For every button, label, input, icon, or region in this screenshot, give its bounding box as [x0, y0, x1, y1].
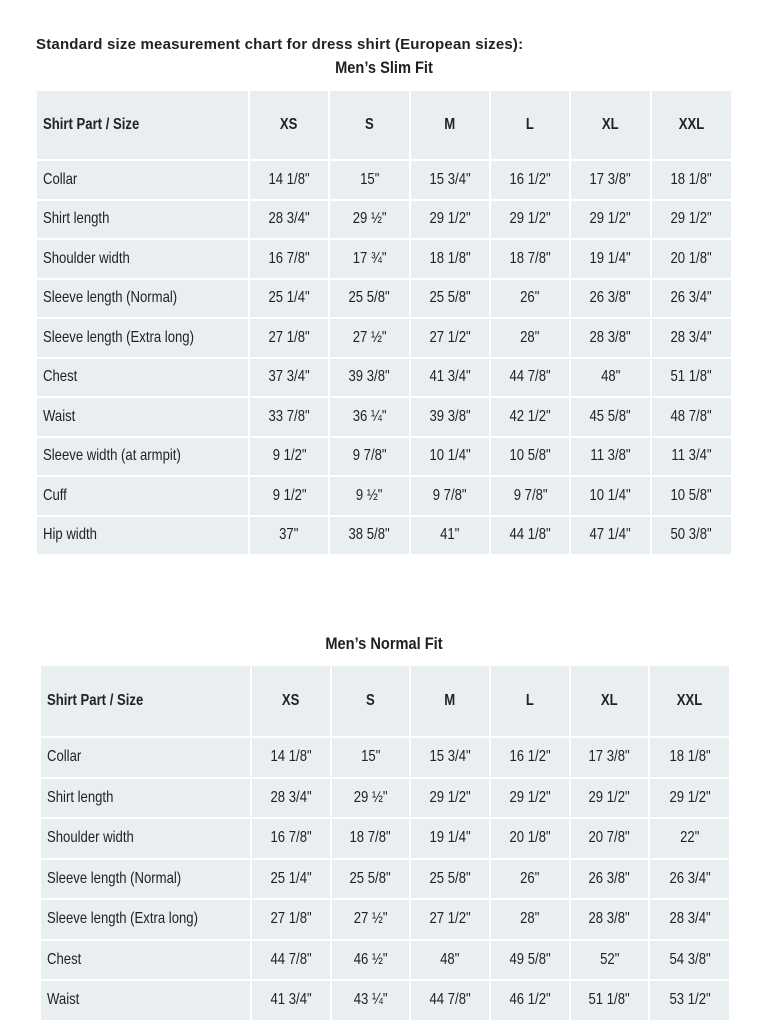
- row-part-label: Collar: [43, 170, 78, 188]
- measurement-value: 29 1/2": [509, 210, 551, 228]
- measurement-cell: [410, 397, 490, 437]
- measurement-value: 9 1/2": [272, 447, 307, 465]
- measurement-cell: [649, 859, 729, 900]
- measurement-cell: [410, 437, 490, 477]
- table-header-row: [37, 91, 731, 160]
- measurement-value: 26 3/8": [589, 289, 632, 307]
- measurement-value: 26": [520, 869, 540, 887]
- measurement-value: 20 7/8": [588, 829, 631, 847]
- measurement-value: 37": [279, 526, 299, 544]
- measurement-cell: [570, 476, 650, 516]
- measurement-cell: [570, 818, 650, 859]
- measurement-value: 10 1/4": [589, 486, 632, 504]
- measurement-cell: [329, 200, 409, 240]
- row-part-cell: [41, 899, 251, 940]
- measurement-value: 43 ¼": [353, 991, 388, 1009]
- measurement-cell: [410, 778, 490, 819]
- header-cell-part: [37, 91, 249, 160]
- table-row: [37, 239, 731, 279]
- measurement-cell: [490, 279, 570, 319]
- table-row: [37, 437, 731, 477]
- row-part-label: Shoulder width: [43, 249, 130, 267]
- header-label: L: [526, 116, 535, 133]
- measurement-cell: [490, 437, 570, 477]
- measurement-value: 28 3/4": [669, 910, 711, 928]
- measurement-value: 26 3/4": [669, 869, 711, 887]
- measurement-cell: [649, 899, 729, 940]
- measurement-cell: [251, 899, 331, 940]
- measurement-value: 17 3/8": [588, 748, 631, 766]
- table-row: [37, 160, 731, 200]
- measurement-value: 27 1/2": [429, 910, 471, 928]
- measurement-value: 25 5/8": [349, 869, 392, 887]
- measurement-value: 18 1/8": [429, 249, 471, 267]
- table-header-row: [41, 666, 729, 737]
- row-part-cell: [41, 737, 251, 778]
- measurement-cell: [651, 397, 731, 437]
- measurement-value: 18 7/8": [509, 249, 551, 267]
- measurement-cell: [570, 859, 650, 900]
- measurement-value: 54 3/8": [669, 950, 711, 968]
- header-cell-s: [331, 666, 411, 737]
- measurement-value: 27 1/8": [268, 328, 310, 346]
- row-part-cell: [37, 160, 249, 200]
- row-part-cell: [37, 516, 249, 555]
- measurement-value: 46 1/2": [509, 991, 551, 1009]
- header-cell-l: [490, 91, 570, 160]
- header-cell-xs: [251, 666, 331, 737]
- row-part-cell: [41, 778, 251, 819]
- measurement-value: 27 ½": [352, 328, 387, 346]
- measurement-cell: [329, 239, 409, 279]
- measurement-value: 41": [440, 526, 460, 544]
- row-part-cell: [37, 437, 249, 477]
- measurement-value: 15 3/4": [429, 170, 471, 188]
- measurement-cell: [249, 318, 329, 358]
- measurement-value: 28 3/4": [670, 328, 712, 346]
- measurement-cell: [249, 358, 329, 398]
- measurement-cell: [331, 940, 411, 981]
- measurement-cell: [649, 980, 729, 1020]
- table-row: [41, 818, 729, 859]
- measurement-cell: [570, 239, 650, 279]
- row-part-label: Shirt length: [43, 210, 110, 228]
- measurement-cell: [251, 859, 331, 900]
- measurement-value: 48 7/8": [670, 407, 712, 425]
- measurement-value: 18 7/8": [349, 829, 392, 847]
- measurement-cell: [490, 318, 570, 358]
- measurement-value: 28": [520, 910, 540, 928]
- row-part-cell: [41, 859, 251, 900]
- measurement-value: 10 5/8": [670, 486, 712, 504]
- row-part-label: Waist: [47, 991, 80, 1009]
- measurement-cell: [490, 859, 570, 900]
- measurement-value: 15": [360, 748, 381, 766]
- measurement-value: 27 1/8": [270, 910, 312, 928]
- measurement-value: 28 3/4": [268, 210, 310, 228]
- measurement-value: 19 1/4": [589, 249, 632, 267]
- measurement-cell: [570, 437, 650, 477]
- header-label: XL: [601, 692, 618, 709]
- measurement-value: 29 1/2": [429, 210, 471, 228]
- measurement-cell: [410, 200, 490, 240]
- table-row: [41, 859, 729, 900]
- measurement-cell: [329, 160, 409, 200]
- measurement-cell: [490, 200, 570, 240]
- measurement-cell: [410, 737, 490, 778]
- measurement-value: 41 3/4": [429, 368, 471, 386]
- row-part-label: Waist: [43, 407, 76, 425]
- measurement-value: 9 7/8": [352, 447, 387, 465]
- measurement-cell: [410, 859, 490, 900]
- header-label: M: [444, 116, 456, 133]
- measurement-value: 37 3/4": [268, 368, 310, 386]
- table-row: [41, 940, 729, 981]
- measurement-value: 42 1/2": [509, 407, 551, 425]
- measurement-cell: [251, 980, 331, 1020]
- measurement-cell: [570, 279, 650, 319]
- row-part-cell: [41, 980, 251, 1020]
- measurement-value: 20 1/8": [509, 829, 551, 847]
- row-part-label: Cuff: [43, 486, 67, 504]
- measurement-cell: [329, 397, 409, 437]
- measurement-value: 9 7/8": [513, 486, 548, 504]
- measurement-cell: [251, 818, 331, 859]
- measurement-cell: [651, 516, 731, 555]
- row-part-cell: [37, 200, 249, 240]
- measurement-cell: [649, 737, 729, 778]
- slim-fit-table: [37, 91, 731, 554]
- measurement-cell: [490, 358, 570, 398]
- row-part-cell: [37, 318, 249, 358]
- measurement-cell: [410, 279, 490, 319]
- table-row: [37, 318, 731, 358]
- normal-fit-table: [41, 666, 729, 1020]
- measurement-cell: [490, 980, 570, 1020]
- measurement-value: 26": [520, 289, 540, 307]
- measurement-cell: [329, 476, 409, 516]
- measurement-cell: [249, 160, 329, 200]
- table-row: [37, 516, 731, 555]
- measurement-value: 18 1/8": [670, 170, 712, 188]
- measurement-cell: [251, 940, 331, 981]
- measurement-cell: [651, 437, 731, 477]
- measurement-cell: [570, 940, 650, 981]
- measurement-value: 44 1/8": [509, 526, 551, 544]
- table-row: [37, 397, 731, 437]
- measurement-cell: [410, 239, 490, 279]
- row-part-cell: [37, 239, 249, 279]
- measurement-value: 48": [600, 368, 621, 386]
- measurement-value: 47 1/4": [589, 526, 632, 544]
- measurement-value: 19 1/4": [429, 829, 471, 847]
- measurement-value: 25 5/8": [348, 289, 391, 307]
- measurement-value: 44 7/8": [270, 950, 312, 968]
- measurement-value: 38 5/8": [348, 526, 391, 544]
- measurement-cell: [570, 200, 650, 240]
- measurement-cell: [410, 980, 490, 1020]
- measurement-cell: [410, 818, 490, 859]
- row-part-label: Sleeve length (Normal): [43, 289, 178, 307]
- measurement-value: 15 3/4": [429, 748, 471, 766]
- measurement-value: 14 1/8": [268, 170, 310, 188]
- row-part-label: Chest: [43, 368, 78, 386]
- measurement-cell: [651, 279, 731, 319]
- measurement-value: 16 1/2": [509, 170, 551, 188]
- row-part-label: Shirt length: [47, 788, 114, 806]
- measurement-value: 9 7/8": [432, 486, 467, 504]
- measurement-cell: [329, 358, 409, 398]
- header-label: M: [444, 692, 456, 709]
- measurement-value: 29 1/2": [670, 210, 712, 228]
- measurement-value: 16 1/2": [509, 748, 551, 766]
- measurement-cell: [490, 737, 570, 778]
- normal-fit-body: [41, 737, 729, 1020]
- measurement-value: 29 1/2": [669, 788, 711, 806]
- measurement-value: 11 3/4": [671, 447, 712, 465]
- measurement-value: 25 1/4": [268, 289, 310, 307]
- measurement-value: 36 ¼": [352, 407, 387, 425]
- measurement-value: 49 5/8": [509, 950, 551, 968]
- measurement-value: 16 7/8": [270, 829, 312, 847]
- measurement-cell: [410, 318, 490, 358]
- header-cell-m: [410, 666, 490, 737]
- measurement-value: 29 ½": [353, 788, 388, 806]
- measurement-cell: [249, 279, 329, 319]
- row-part-label: Sleeve length (Normal): [47, 869, 182, 887]
- measurement-value: 51 1/8": [588, 991, 631, 1009]
- header-cell-xl: [570, 666, 650, 737]
- measurement-cell: [570, 778, 650, 819]
- header-label: L: [525, 692, 534, 709]
- header-cell-s: [329, 91, 409, 160]
- measurement-cell: [490, 818, 570, 859]
- measurement-cell: [570, 737, 650, 778]
- measurement-cell: [410, 476, 490, 516]
- header-cell-xxl: [649, 666, 729, 737]
- measurement-cell: [490, 476, 570, 516]
- header-cell-part: [41, 666, 251, 737]
- measurement-cell: [649, 778, 729, 819]
- header-label: XXL: [676, 692, 703, 709]
- measurement-value: 17 ¾": [352, 249, 387, 267]
- measurement-cell: [570, 397, 650, 437]
- measurement-value: 48": [440, 950, 460, 968]
- measurement-value: 28 3/4": [270, 788, 312, 806]
- measurement-value: 44 7/8": [429, 991, 471, 1009]
- header-cell-m: [410, 91, 490, 160]
- measurement-cell: [251, 737, 331, 778]
- table-row: [41, 899, 729, 940]
- row-part-cell: [37, 279, 249, 319]
- row-part-cell: [41, 940, 251, 981]
- measurement-value: 25 1/4": [270, 869, 312, 887]
- measurement-cell: [490, 899, 570, 940]
- measurement-value: 14 1/8": [270, 748, 312, 766]
- measurement-value: 53 1/2": [669, 991, 711, 1009]
- measurement-value: 16 7/8": [268, 249, 310, 267]
- measurement-value: 51 1/8": [670, 368, 712, 386]
- measurement-cell: [249, 200, 329, 240]
- page-heading: Standard size measurement chart for dress shirt (European sizes):: [36, 36, 524, 53]
- row-part-label: Sleeve width (at armpit): [43, 447, 181, 465]
- header-cell-l: [490, 666, 570, 737]
- row-part-cell: [37, 476, 249, 516]
- measurement-cell: [490, 160, 570, 200]
- measurement-cell: [249, 397, 329, 437]
- measurement-value: 28 3/8": [589, 328, 632, 346]
- measurement-cell: [410, 899, 490, 940]
- header-label: Shirt Part / Size: [43, 116, 140, 133]
- table-row: [37, 200, 731, 240]
- measurement-value: 17 3/8": [589, 170, 632, 188]
- row-part-cell: [41, 818, 251, 859]
- slim-fit-title: Men’s Slim Fit: [335, 58, 433, 77]
- measurement-cell: [331, 818, 411, 859]
- measurement-value: 50 3/8": [670, 526, 712, 544]
- measurement-cell: [490, 516, 570, 555]
- measurement-cell: [331, 899, 411, 940]
- measurement-cell: [490, 940, 570, 981]
- measurement-value: 9 ½": [356, 486, 383, 504]
- measurement-cell: [331, 737, 411, 778]
- measurement-cell: [651, 200, 731, 240]
- measurement-cell: [410, 358, 490, 398]
- measurement-value: 45 5/8": [589, 407, 632, 425]
- measurement-cell: [649, 940, 729, 981]
- measurement-cell: [329, 437, 409, 477]
- table-row: [37, 358, 731, 398]
- row-part-label: Hip width: [43, 526, 97, 544]
- header-label: XL: [602, 116, 619, 133]
- measurement-value: 25 5/8": [429, 289, 471, 307]
- measurement-value: 28 3/8": [588, 910, 631, 928]
- measurement-cell: [490, 778, 570, 819]
- measurement-value: 18 1/8": [669, 748, 711, 766]
- measurement-cell: [649, 818, 729, 859]
- measurement-cell: [570, 516, 650, 555]
- table-row: [37, 279, 731, 319]
- measurement-cell: [331, 859, 411, 900]
- measurement-value: 15": [359, 170, 380, 188]
- measurement-value: 29 1/2": [509, 788, 551, 806]
- row-part-label: Shoulder width: [47, 829, 134, 847]
- measurement-value: 29 1/2": [589, 210, 632, 228]
- measurement-cell: [570, 160, 650, 200]
- measurement-cell: [329, 516, 409, 555]
- measurement-cell: [249, 437, 329, 477]
- header-label: XS: [282, 692, 300, 709]
- measurement-cell: [651, 476, 731, 516]
- measurement-value: 41 3/4": [270, 991, 312, 1009]
- measurement-value: 26 3/4": [670, 289, 712, 307]
- measurement-cell: [410, 516, 490, 555]
- measurement-value: 28": [520, 328, 540, 346]
- measurement-value: 39 3/8": [348, 368, 391, 386]
- measurement-cell: [570, 980, 650, 1020]
- measurement-cell: [329, 318, 409, 358]
- measurement-value: 11 3/8": [590, 447, 631, 465]
- measurement-value: 29 1/2": [429, 788, 471, 806]
- header-cell-xl: [570, 91, 650, 160]
- row-part-label: Sleeve length (Extra long): [47, 910, 198, 928]
- header-label: S: [365, 116, 374, 133]
- row-part-cell: [37, 397, 249, 437]
- measurement-cell: [570, 318, 650, 358]
- measurement-value: 9 1/2": [272, 486, 307, 504]
- table-row: [41, 737, 729, 778]
- measurement-value: 20 1/8": [670, 249, 712, 267]
- header-label: XXL: [678, 116, 705, 133]
- measurement-cell: [570, 358, 650, 398]
- measurement-cell: [651, 160, 731, 200]
- measurement-cell: [249, 476, 329, 516]
- table-row: [41, 980, 729, 1020]
- row-part-cell: [37, 358, 249, 398]
- row-part-label: Sleeve length (Extra long): [43, 328, 194, 346]
- measurement-cell: [651, 318, 731, 358]
- row-part-label: Chest: [47, 950, 82, 968]
- measurement-value: 33 7/8": [268, 407, 310, 425]
- measurement-value: 52": [599, 950, 620, 968]
- measurement-value: 27 1/2": [429, 328, 471, 346]
- measurement-value: 27 ½": [353, 910, 388, 928]
- header-cell-xs: [249, 91, 329, 160]
- measurement-value: 44 7/8": [509, 368, 551, 386]
- measurement-cell: [251, 778, 331, 819]
- measurement-value: 10 5/8": [509, 447, 551, 465]
- header-label: S: [366, 692, 375, 709]
- measurement-cell: [570, 899, 650, 940]
- measurement-cell: [410, 940, 490, 981]
- normal-fit-title: Men’s Normal Fit: [325, 634, 443, 653]
- measurement-value: 29 ½": [352, 210, 387, 228]
- measurement-value: 10 1/4": [429, 447, 471, 465]
- measurement-value: 26 3/8": [588, 869, 631, 887]
- table-row: [37, 476, 731, 516]
- header-cell-xxl: [651, 91, 731, 160]
- measurement-cell: [331, 778, 411, 819]
- table-row: [41, 778, 729, 819]
- measurement-value: 29 1/2": [588, 788, 631, 806]
- slim-fit-body: [37, 160, 731, 554]
- header-label: XS: [280, 116, 298, 133]
- row-part-label: Collar: [47, 748, 82, 766]
- header-label: Shirt Part / Size: [47, 692, 144, 709]
- measurement-value: 25 5/8": [429, 869, 471, 887]
- measurement-cell: [410, 160, 490, 200]
- measurement-cell: [490, 397, 570, 437]
- measurement-cell: [249, 239, 329, 279]
- measurement-cell: [329, 279, 409, 319]
- measurement-cell: [490, 239, 570, 279]
- measurement-value: 39 3/8": [429, 407, 471, 425]
- measurement-cell: [249, 516, 329, 555]
- measurement-cell: [331, 980, 411, 1020]
- measurement-value: 22": [680, 829, 700, 847]
- measurement-cell: [651, 358, 731, 398]
- measurement-cell: [651, 239, 731, 279]
- measurement-value: 46 ½": [353, 950, 388, 968]
